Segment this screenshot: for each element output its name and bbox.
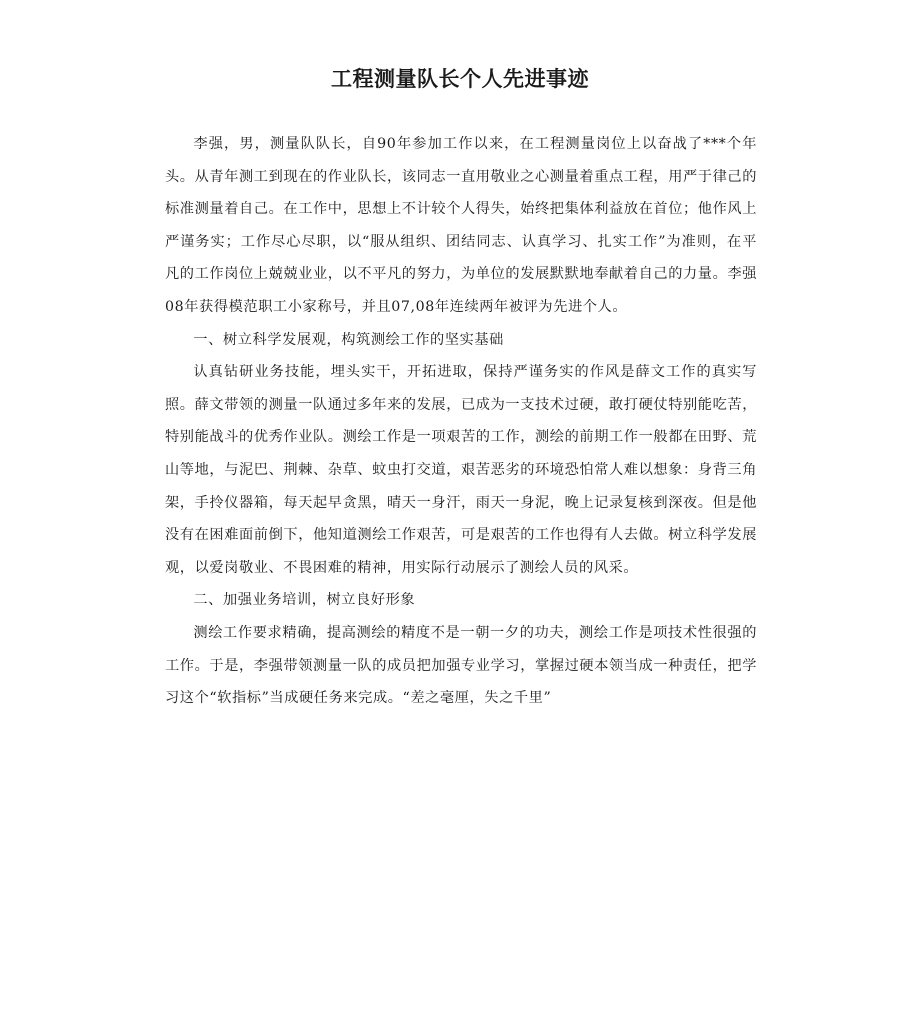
document-title: 工程测量队长个人先进事迹 — [331, 67, 589, 91]
section-heading-2: 二、加强业务培训，树立良好形象 — [193, 592, 416, 609]
paragraph-section-1: 认真钻研业务技能，埋头实干，开拓进取，保持严谨务实的作风是薛文工作的真实写照。薛文带领的测量一队通过多年来的发展，已成为一支技术过硬，敢打硬仗特别能吃苦，特别能战斗的优秀作业队。测绘工作是一项艰苦的工作，测绘的前期工作一般都在田野、荒山等地，与泥巴、荆棘、杂草、蚊虫打交道，艰苦恶劣的环境恐怕常人难以想象：身背三角架，手拎仪器箱，每天起早贪黑，晴天一身汗，雨天一身泥，晚上记录复核到深夜。但是他没有在困难面前倒下，他知道测绘工作艰苦，可是艰苦的工作也得有人去做。树立科学发展观，以爱岗敬业、不畏困难的精神，用实际行动展示了测绘人员的风采。 — [165, 364, 757, 576]
paragraph-section-2: 测绘工作要求精确，提高测绘的精度不是一朝一夕的功夫，测绘工作是项技术性很强的工作。于是，李强带领测量一队的成员把加强专业学习，掌握过硬本领当成一种责任，把学习这个“软指标”当成硬任务来完成。“差之毫厘，失之千里” — [165, 624, 757, 707]
document-body — [165, 128, 757, 715]
section-heading-1: 一、树立科学发展观，构筑测绘工作的坚实基础 — [193, 331, 504, 348]
paragraph-intro: 李强，男，测量队队长，自90年参加工作以来，在工程测量岗位上以奋战了***个年头。从青年测工到现在的作业队长，该同志一直用敬业之心测量着重点工程，用严于律己的标准测量着自己。在工作中，思想上不计较个人得失，始终把集体利益放在首位；他作风上严谨务实；工作尽心尽职，以“服从组织、团结同志、认真学习、扎实工作”为准则，在平凡的工作岗位上兢兢业业，以不平凡的努力，为单位的发展默默地奉献着自己的力量。李强08年获得模范职工小家称号，并且07,08年连续两年被评为先进个人。 — [165, 136, 757, 315]
